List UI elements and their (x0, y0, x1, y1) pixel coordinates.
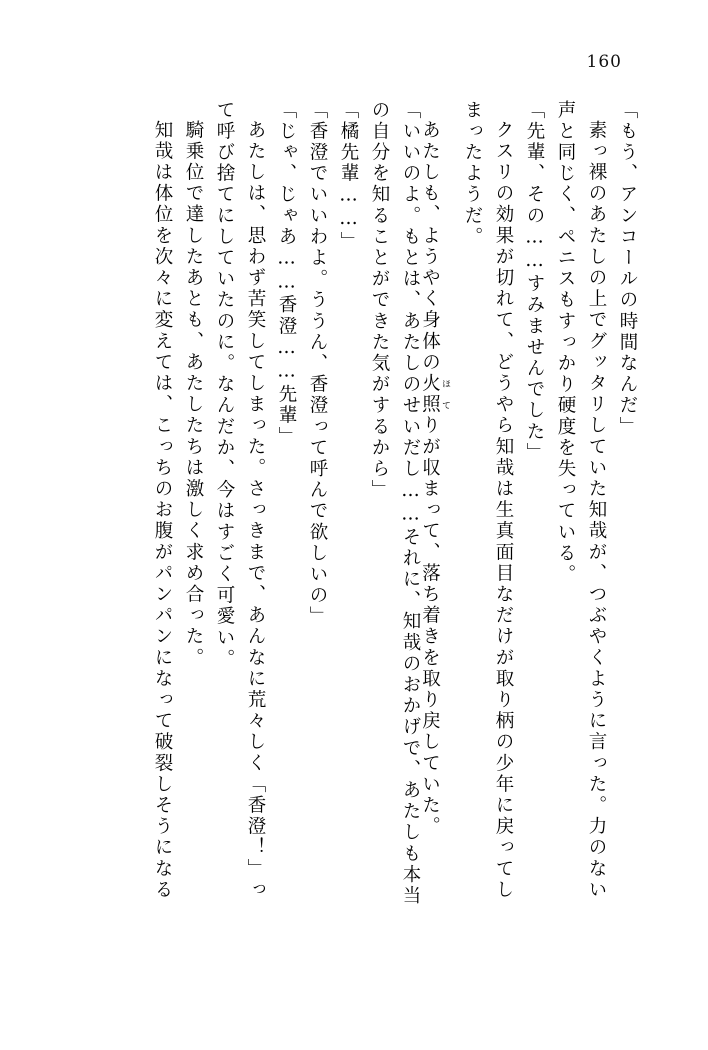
text-line: 「もう、アンコールの時間なんだ」 (617, 100, 638, 438)
text-line: 「いいのよ。もとは、あたしのせいだし……それに、知哉のおかげで、あたしも本当 (400, 100, 421, 907)
text-line: あたしも、ようやく身体の火照 ほてりが収まって、落ち着きを取り戻していた。 (419, 120, 450, 838)
text-line: 「先輩、その……すみませんでした」 (524, 100, 545, 464)
text-line: まったようだ。 (462, 100, 483, 248)
text-line: て呼び捨てにしていたのに。なんだか、今はすごく可愛い。 (214, 100, 235, 670)
vertical-text-block (62, 100, 636, 972)
text-line: クスリの効果が切れて、どうやら知哉は生真面目なだけが取り柄の少年に戻ってし (493, 120, 514, 901)
text-line: 素っ裸のあたしの上でグッタリしていた知哉が、つぶやくように言った。力のない (586, 120, 607, 901)
text-line: 知哉は体位を次々に変えては、こっちのお腹がパンパンになって破裂しそうになる (152, 120, 173, 901)
page-number: 160 (586, 52, 622, 72)
text-line: 「香澄でいいわよ。ううん、香澄って呼んで欲しいの」 (307, 100, 328, 628)
text-line: 声と同じく、ペニスもすっかり硬度を失っている。 (555, 100, 576, 586)
text-line: あたしは、思わず苦笑してしまった。さっきまで、あんなに荒々しく「香澄！」っ (245, 120, 266, 901)
text-line: 騎乗位で達したあとも、あたしたちは激しく求め合った。 (183, 120, 204, 669)
text-line: の自分を知ることができた気がするから」 (369, 100, 390, 501)
text-line: 「じゃ、じゃあ……香澄……先輩」 (276, 100, 297, 448)
ruby-annotation: 火照 ほて (419, 373, 450, 416)
text-line: 「橘先輩……」 (338, 100, 359, 253)
